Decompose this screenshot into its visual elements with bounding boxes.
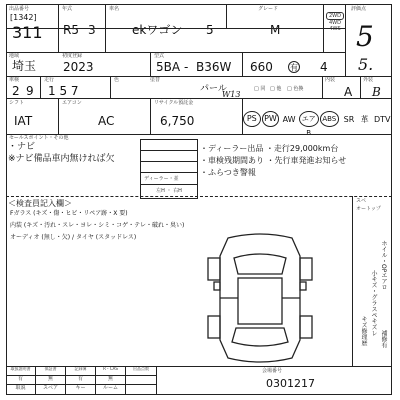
car-rear-window [232,328,288,346]
eval-label: 評価点 [351,6,367,12]
seats: 4 [320,60,328,74]
displacement: 660 [250,60,273,74]
wheel-front-right [300,258,312,280]
inspection-line-2: 内装 (キズ・汚れ・スレ・ヨレ・シミ・コゲ・テレ・破れ・臭い) [10,222,185,229]
recycle-label: リサイクル預託金 [154,100,194,106]
drive-2wd: 2WD [326,12,344,20]
car-windshield [234,254,286,274]
first-reg-label: 初度登録 [62,53,83,59]
shift-label: シフト [9,100,25,106]
popup-handle: 左H ・ 右H [156,188,182,194]
inspection-line-3: オーディオ (無し・欠) / タイヤ (スタッドレス) [10,234,137,241]
color: パール [200,84,227,94]
footer-mark-1: 有 [6,376,36,384]
equip-abs: ABS [320,111,340,127]
sheet-label: 出品番号 [9,6,30,12]
shaken-year: 2 [12,84,20,98]
side-opt-2: オートップ [356,206,381,212]
popup-row-2 [141,151,197,162]
remark-line-1: ・ナビ [8,142,36,152]
car-name: ekワゴン [132,23,183,37]
exterior-grade: B [372,85,381,99]
remarks-header: セールスポイント・その他 [9,135,69,141]
score-handwritten: 5 [356,20,374,53]
year-label: 年式 [62,6,73,12]
car-label: 車名 [109,6,120,12]
grade-label: グレード [258,6,279,12]
equip-ps: PS [243,111,261,127]
grade: M [270,23,281,37]
footer-col-2: 保証書 [36,366,66,375]
drive-4wd: 4WD [329,20,341,26]
color-opt-change: □ 色換 [287,86,304,92]
car-roof [238,278,282,324]
tax-mark: 有 [290,63,298,72]
equipment-list [243,108,392,137]
footer-mark-3: 有 [66,376,96,384]
recycle-deposit: 6,750 [160,114,195,128]
color-label: 色 [114,77,120,83]
interior-label: 内装 [325,77,336,83]
footer-mark-4: 無 [96,376,126,384]
footer-col-4: R・CAS [96,366,126,375]
wheel-front-left [208,258,220,280]
door-count: 5 [206,23,214,37]
footer-sub-3: キー [66,385,96,394]
mileage-label: 走行 [44,77,55,83]
first-registration: 2023 [63,60,94,74]
popup-dealer: ディーラー・並 [141,173,197,185]
remarks-popup [140,139,198,199]
drive-options [326,12,344,32]
note-line-1: ・ディーラー出品 ・走行29,000km台 [200,144,339,153]
mileage: 1 5 7 [48,84,79,98]
mirror-left [214,282,220,290]
region-label: 地域 [9,53,20,59]
era: R5 [63,23,79,37]
interior-grade: A [344,85,353,99]
region: 埼玉 [12,59,37,73]
barcode-number: 0301217 [266,377,315,390]
model-label: 型式 [154,53,165,59]
equip-airbag: エアB [299,111,319,127]
lot-number: 311 [12,23,43,42]
popup-row-1 [141,140,197,151]
car-diagram [200,232,320,364]
mirror-right [300,282,306,290]
vertical-note-4: 補修有 [380,330,387,348]
model-separator: - [184,60,189,74]
wheel-rear-left [208,316,220,338]
footer-col-3: 記録簿 [66,366,96,375]
note-line-3: ・ふらつき警報 [200,168,256,177]
side-opt-1: スペ [356,198,367,204]
wheel-rear-right [300,316,312,338]
barcode-label: 会場番号 [262,368,283,374]
ac-label: エアコン [62,100,82,106]
sheet-number: [1342] [10,13,37,22]
ac: AC [98,114,115,128]
popup-row-3 [141,162,197,173]
color-opt-other: □ 他 [270,86,282,92]
drive-4ws: 4WS [329,26,341,32]
footer-table [6,366,156,395]
equip-sr: SR [343,114,355,124]
vertical-note-1: ホイル・OPエアロ [380,240,387,291]
model-code: B36W [196,60,232,74]
inspection-header: ＜検査員記入欄＞ [8,199,72,208]
footer-sub-2: スペア [36,385,66,394]
equip-aw: AW [282,114,296,124]
footer-mark-2: 無 [36,376,66,384]
paint-label: 塗替 [150,77,161,83]
remark-line-2: ※ナビ備品車内無ければ欠 [8,154,115,164]
footer-col-5: 出品点数 [133,366,149,371]
inspection-line-1: Fガラス (キズ・傷・ヒビ・リペア跡・X 要) [10,210,128,217]
color-opt-same: □ 同 [254,86,266,92]
footer-sub-1: 取説 [6,385,36,394]
footer-sub-4: ルーム [96,385,126,394]
note-line-2: ・車検残期間あり ・先行車発進お知らせ [200,156,347,165]
color-code: W13 [222,90,241,99]
model-prefix: 5BA [156,60,181,74]
equip-pw: PW [262,111,280,127]
score-handwritten-2: 5. [358,55,374,74]
shaken-month: 9 [26,84,34,98]
shaken-label: 車検 [9,77,20,83]
vertical-note-3: キズ修理歴 [360,316,367,346]
vertical-note-2: 小キズ・グラスペキズレ [370,270,377,336]
footer-col-1: 取扱説明書 [6,366,36,375]
month: 3 [88,23,96,37]
equip-leather: 革 [360,114,369,124]
shift: IAT [14,114,33,128]
equip-dtv: DTV [373,114,391,124]
exterior-label: 外装 [363,77,374,83]
